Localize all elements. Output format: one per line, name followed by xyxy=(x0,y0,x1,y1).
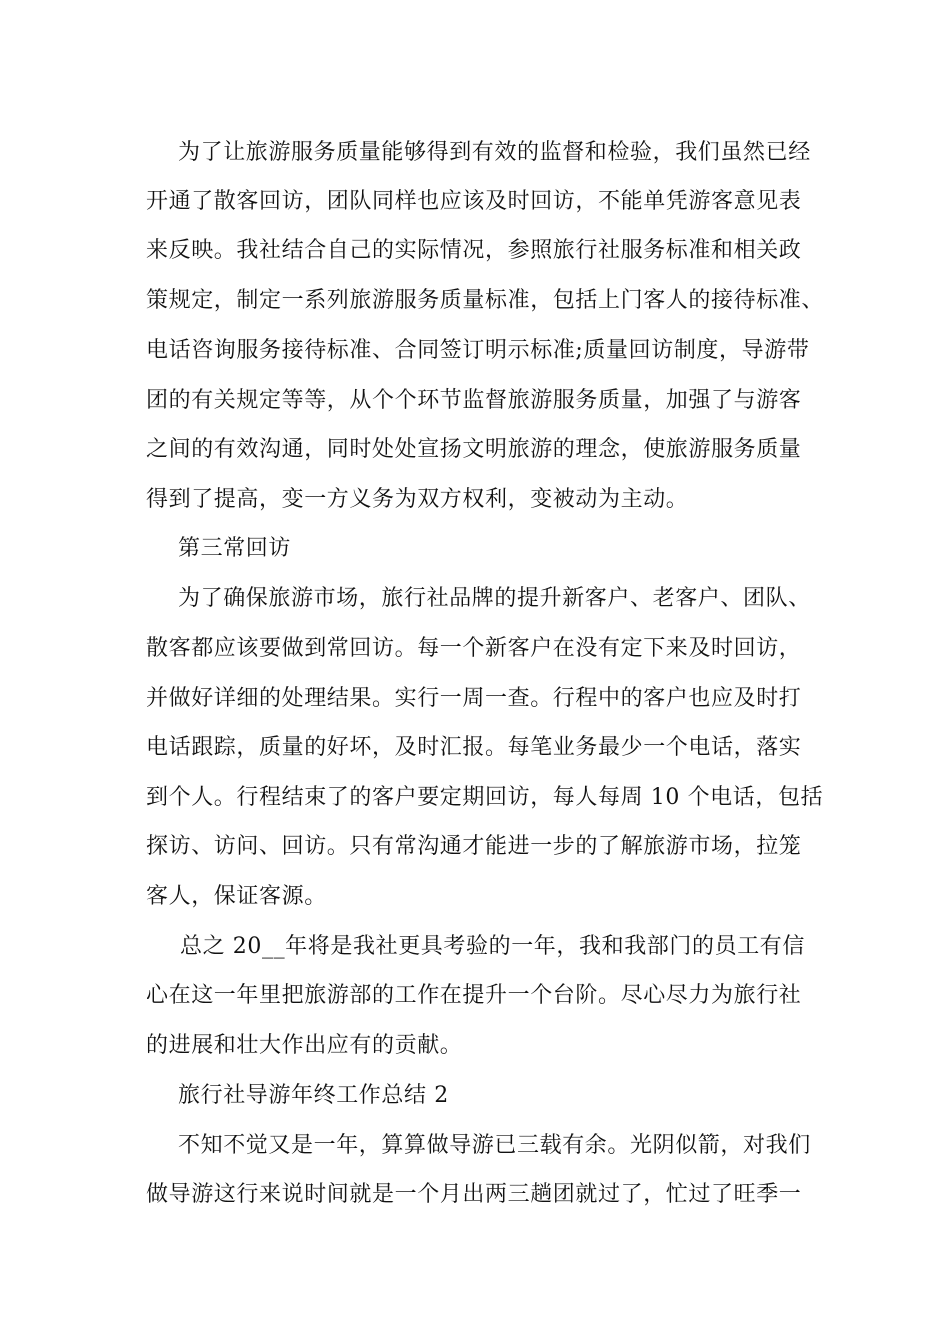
text-line: 不知不觉又是一年，算算做导游已三载有余。光阴似箭，对我们 xyxy=(178,1133,811,1158)
text-line: 电话咨询服务接待标准、合同签订明示标准;质量回访制度，导游带 xyxy=(146,338,810,363)
section-heading: 第三常回访 xyxy=(178,536,292,561)
text-line: 到个人。行程结束了的客户要定期回访，每人每周 10 个电话，包括 xyxy=(146,785,824,810)
text-line: 电话跟踪，质量的好坏，及时汇报。每笔业务最少一个电话，落实 xyxy=(146,735,802,760)
text-line: 开通了散客回访，团队同样也应该及时回访，不能单凭游客意见表 xyxy=(146,189,802,214)
text-line: 总之 20__年将是我社更具考验的一年，我和我部门的员工有信 xyxy=(180,934,805,959)
section-heading: 旅行社导游年终工作总结 2 xyxy=(178,1083,449,1108)
text-line: 得到了提高，变一方义务为双方权利，变被动为主动。 xyxy=(146,487,689,512)
text-line: 策规定，制定一系列旅游服务质量标准，包括上门客人的接待标准、 xyxy=(146,288,825,313)
text-line: 之间的有效沟通，同时处处宣扬文明旅游的理念，使旅游服务质量 xyxy=(146,437,802,462)
text-line: 并做好详细的处理结果。实行一周一查。行程中的客户也应及时打 xyxy=(146,686,802,711)
text-line: 为了确保旅游市场，旅行社品牌的提升新客户、老客户、团队、 xyxy=(178,586,811,611)
text-line: 的进展和壮大作出应有的贡献。 xyxy=(146,1033,463,1058)
text-line: 做导游这行来说时间就是一个月出两三趟团就过了，忙过了旺季一 xyxy=(146,1182,802,1207)
text-line: 客人，保证客源。 xyxy=(146,884,327,909)
text-line: 团的有关规定等等，从个个环节监督旅游服务质量，加强了与游客 xyxy=(146,388,802,413)
text-line: 为了让旅游服务质量能够得到有效的监督和检验，我们虽然已经 xyxy=(178,140,811,165)
text-line: 来反映。我社结合自己的实际情况，参照旅行社服务标准和相关政 xyxy=(146,238,802,263)
text-line: 探访、访问、回访。只有常沟通才能进一步的了解旅游市场，拉笼 xyxy=(146,834,802,859)
text-line: 散客都应该要做到常回访。每一个新客户在没有定下来及时回访， xyxy=(146,636,802,661)
text-line: 心在这一年里把旅游部的工作在提升一个台阶。尽心尽力为旅行社 xyxy=(146,983,802,1008)
